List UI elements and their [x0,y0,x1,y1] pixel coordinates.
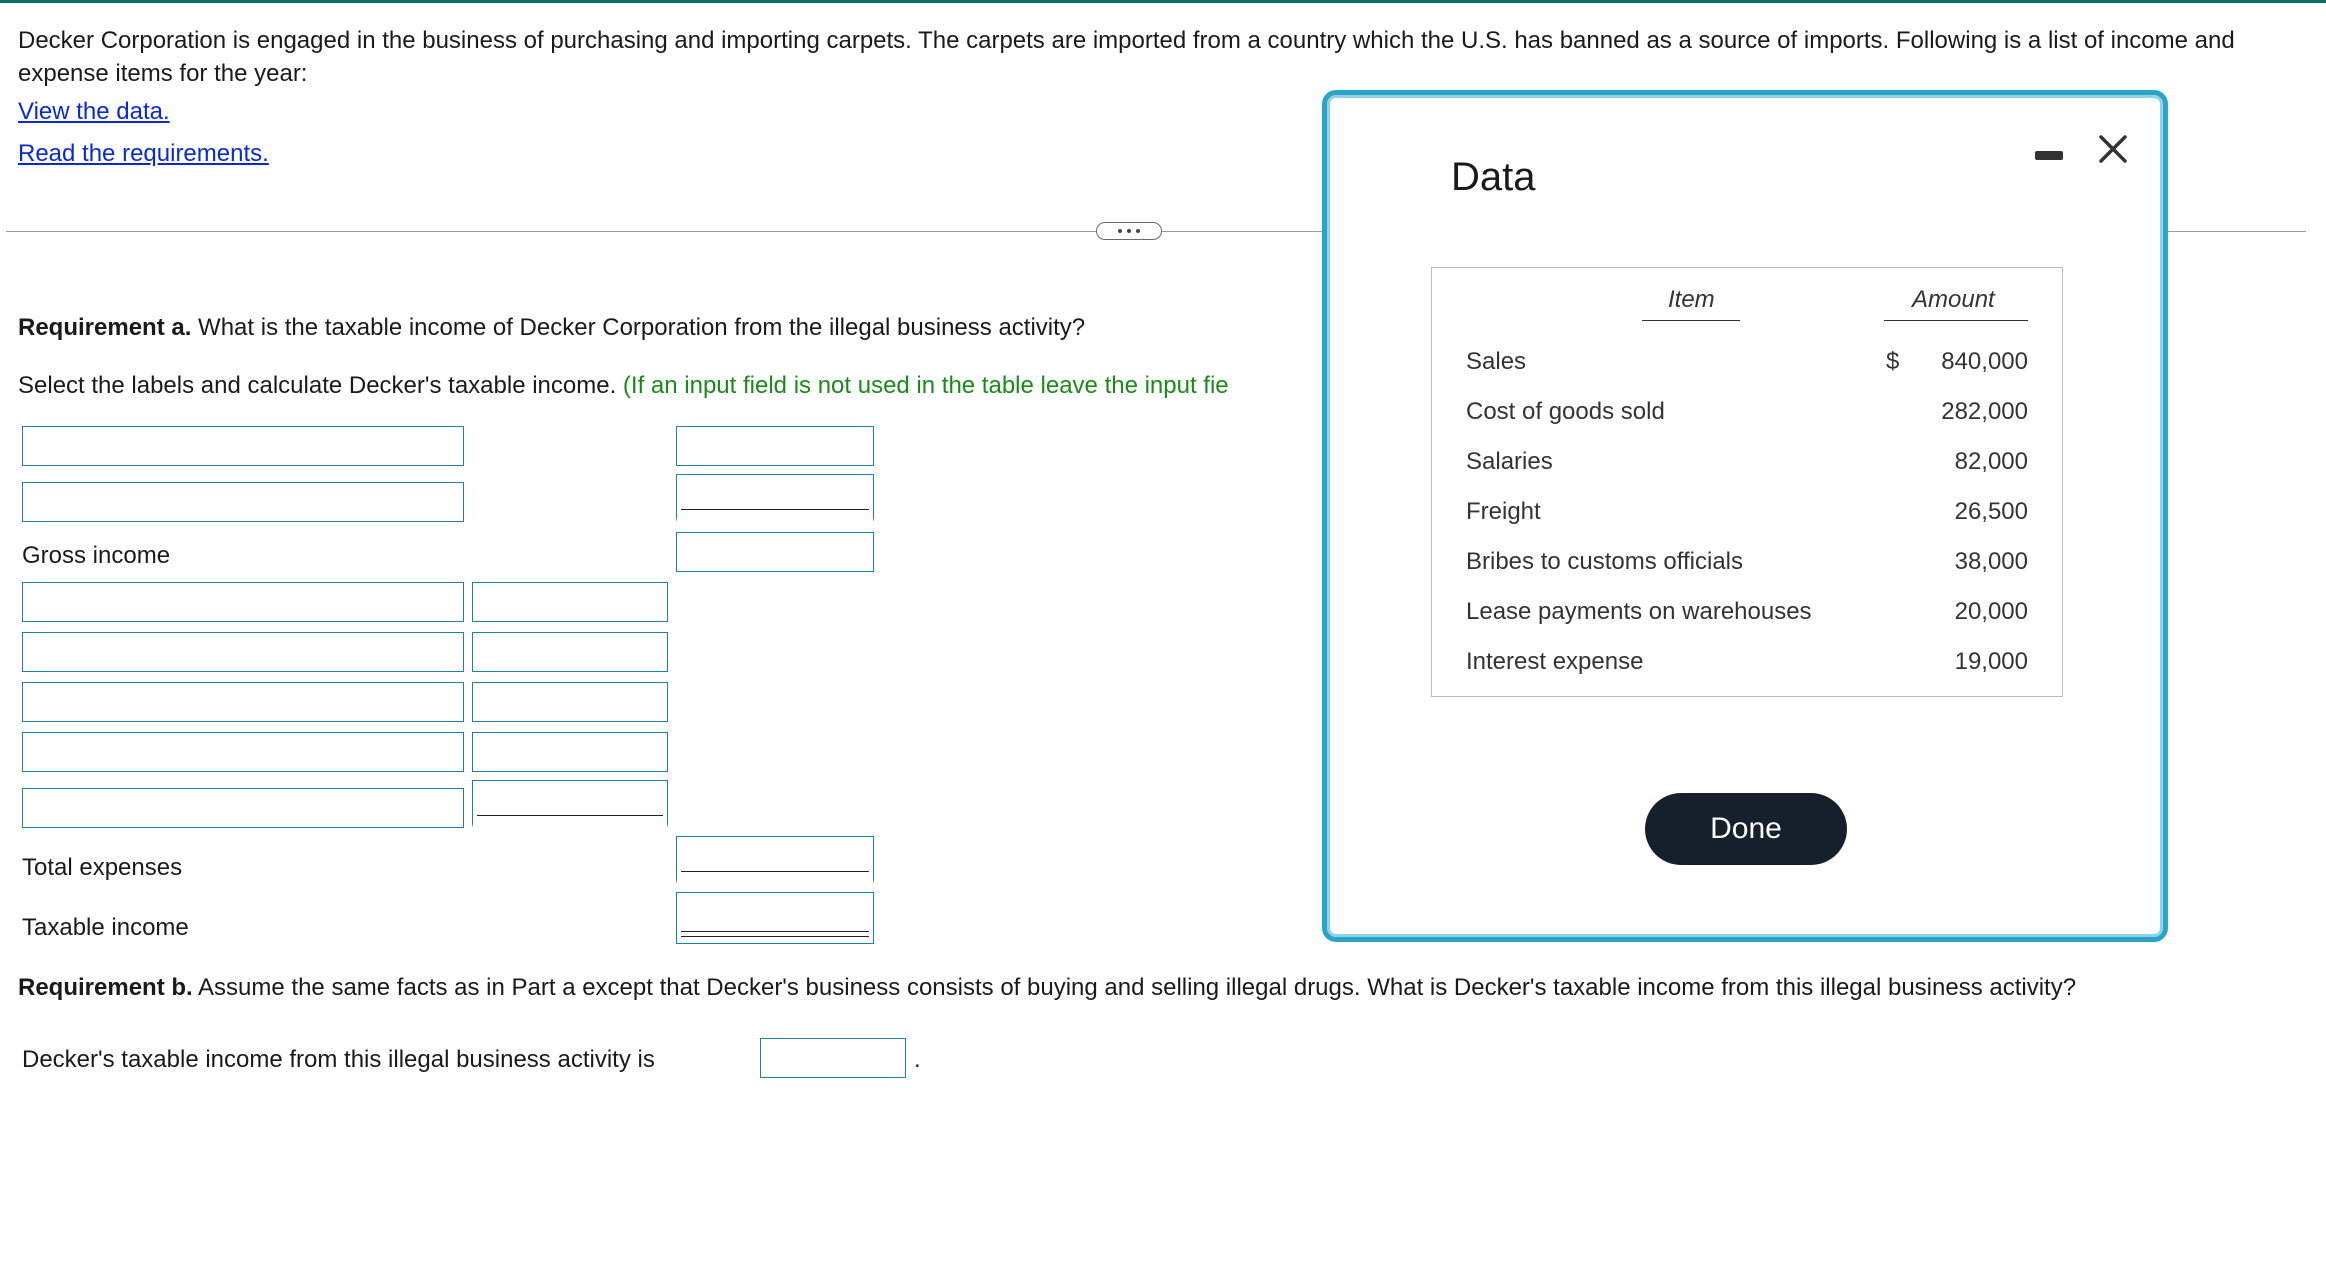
table-row-item: Sales [1466,348,1527,375]
expense-amount-input-2[interactable] [472,632,668,672]
expense-label-select-2[interactable] [22,632,464,672]
total-expenses-label: Total expenses [22,854,183,881]
table-row-item: Freight [1466,498,1541,525]
requirement-a-label: Requirement a. [18,314,192,341]
expense-label-select-4[interactable] [22,732,464,772]
read-requirements-link[interactable]: Read the requirements. [18,140,269,167]
instruction-text: Select the labels and calculate Decker's taxable income. [18,372,623,399]
requirement-a-instruction [18,372,1308,400]
expense-amount-input-5[interactable] [472,780,668,828]
gross-income-label: Gross income [22,542,171,569]
gross-income-input[interactable] [676,532,874,572]
currency-symbol: $ [1886,348,1900,375]
data-modal [1322,90,2168,942]
amount-column-header: Amount [1912,286,1995,313]
table-row-amount: 20,000 [1954,598,2028,625]
table-row-item: Cost of goods sold [1466,398,1665,425]
amount-input-2[interactable] [676,474,874,522]
requirement-b-prompt: Decker's taxable income from this illegal business activity is [22,1046,655,1073]
expense-label-select-5[interactable] [22,788,464,828]
expense-amount-input-4[interactable] [472,732,668,772]
view-data-link[interactable]: View the data. [18,98,170,125]
item-header-underline [1642,320,1740,321]
minimize-icon[interactable] [2035,151,2063,160]
expense-label-select-1[interactable] [22,582,464,622]
taxable-income-label: Taxable income [22,914,189,941]
problem-intro: Decker Corporation is engaged in the business of purchasing and importing carpets. The carpets are imported from a country which the U.S. has banned as a source of imports. Following is a list of income and expense items for the year: [18,27,2235,87]
amount-input-1[interactable] [676,426,874,466]
table-row-item: Salaries [1466,448,1553,475]
requirement-b-heading [18,974,2076,1002]
expense-label-select-3[interactable] [22,682,464,722]
data-table [1431,267,2063,697]
table-row-amount: 840,000 [1941,348,2028,375]
requirement-b-question: Assume the same facts as in Part a except that Decker's business consists of buying and selling illegal drugs. What is Decker's taxable income from this illegal business activity? [192,974,2077,1001]
table-row-amount: 19,000 [1954,648,2028,675]
table-row-amount: 282,000 [1941,398,2028,425]
requirement-b-label: Requirement b. [18,974,193,1001]
label-select-2[interactable] [22,482,464,522]
requirement-a-heading [18,314,1085,342]
table-row-amount: 82,000 [1954,448,2028,475]
table-row-item: Lease payments on warehouses [1466,598,1812,625]
taxable-income-input[interactable] [676,892,874,944]
ellipsis-dot-icon [1136,229,1140,233]
total-expenses-input[interactable] [676,836,874,884]
illegal-drug-taxable-income-input[interactable] [760,1038,906,1078]
modal-title: Data [1451,155,1536,199]
ellipsis-dot-icon [1127,229,1131,233]
instruction-note: (If an input field is not used in the table leave the input fie [622,372,1229,399]
table-row-amount: 26,500 [1954,498,2028,525]
close-icon[interactable] [2093,129,2133,169]
amount-header-underline [1884,320,2028,321]
requirement-b-suffix: . [914,1046,921,1073]
done-button[interactable]: Done [1645,793,1847,865]
expense-amount-input-1[interactable] [472,582,668,622]
requirement-a-question: What is the taxable income of Decker Corporation from the illegal business activity? [191,314,1086,341]
top-accent-bar [0,0,2326,3]
ellipsis-dot-icon [1118,229,1122,233]
table-row-item: Interest expense [1466,648,1644,675]
expand-ellipsis-button[interactable] [1096,222,1162,240]
label-select-1[interactable] [22,426,464,466]
table-row-amount: 38,000 [1954,548,2028,575]
expense-amount-input-3[interactable] [472,682,668,722]
item-column-header: Item [1668,286,1715,313]
table-row-item: Bribes to customs officials [1466,548,1743,575]
